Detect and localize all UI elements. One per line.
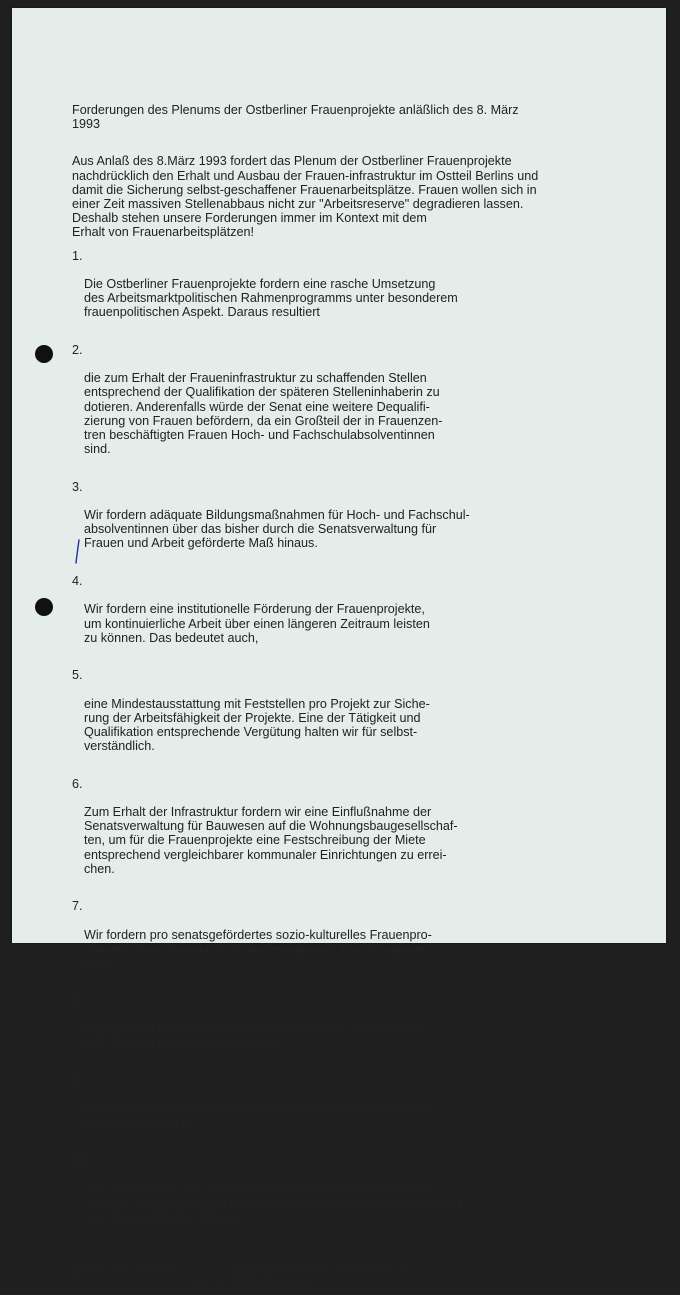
list-item — [72, 343, 632, 471]
document-body — [72, 103, 632, 1295]
demands-list — [72, 249, 632, 1239]
list-item — [72, 777, 632, 891]
item-number: 9. — [72, 1073, 83, 1088]
item-text: Die Ostberliner Frauenprojekte fordern eine rasche Umsetzung des Arbeitsmarktpolitischen Rahmenprogramms unter besonderem frauenpolitischen Aspekt. Daraus resultiert — [84, 277, 458, 320]
list-item — [72, 899, 632, 984]
item-text: Wir fordern den Erhalt des Frauensenats über die jetzige Legis- laturperiode hinaus. — [84, 1101, 439, 1130]
item-number: 4. — [72, 573, 83, 588]
list-item — [72, 668, 632, 767]
punch-hole-top — [35, 345, 53, 363]
document-title: Forderungen des Plenums der Ostberliner Frauenprojekte anläßlich des 8. März 1993 — [72, 103, 519, 132]
punch-hole-bottom — [35, 598, 53, 616]
item-number: 5. — [72, 668, 83, 683]
item-number: 2. — [72, 342, 83, 357]
intro-paragraph: Aus Anlaß des 8.März 1993 fordert das Plenum der Ostberliner Frauenprojekte nachdrücklich den Erhalt und Ausbau der Frauen-infrastruktur im Ostteil Berlins und damit die Sicherung selbst-geschaffener Frauenarbeitsplätze. Frauen wollen sich in einer Zeit massiven Stellenabbaus nicht zur "Arbeitsreserve" degradieren lassen. Deshalb stehen unsere Forderungen immer im Kontext mit dem Erhalt von Frauenarbeitsplätzen! — [72, 154, 539, 240]
item-number: 7. — [72, 899, 83, 914]
item-text: die zum Erhalt der Fraueninfrastruktur zu schaffenden Stellen entsprechend der Qualifikation der späteren Stelleninhaberin zu dotieren. Anderenfalls würde der Senat eine weitere Dequalifi- zierung von Frauen befördern, da ein Großteil der in Frauenzen- tren beschäftigten Frauen Hoch- und Fachschulabsolventinnen sind. — [84, 371, 443, 457]
list-item — [72, 1153, 632, 1238]
item-text: Wir fordern von den verantwortlichen Politikerinnen die konse- quente Umsetzung des Landesantidiskriminierungsgesetzes bis hin auf die bezirklichen Ebenen. — [90, 1181, 466, 1225]
item-number: 1. — [72, 248, 83, 263]
list-item — [72, 1073, 632, 1144]
signatory-name: Claudia Buckwar, Wirkstoff e.V. — [236, 1262, 411, 1277]
item-number: 10. — [72, 1153, 90, 1168]
document-page — [12, 8, 666, 1291]
item-number: 6. — [72, 776, 83, 791]
on-behalf-of: für 15 POP-Projekte — [196, 1276, 309, 1291]
item-text: eine Mindestausstattung mit Feststellen pro Projekt zur Siche- rung der Arbeitsfähigkeit der Projekte. Eine der Tätigkeit und Qualifikation entsprechende Vergütung halten wir für selbst- verständlich. — [84, 696, 430, 754]
item-text: Desweiteren fordern wir Künstlerinnenhonorare für soziokultu- relle Frauenprojekte bereitzustellen. — [84, 1021, 430, 1050]
signature-block — [72, 1263, 632, 1295]
list-item — [72, 480, 632, 565]
item-number: 3. — [72, 479, 83, 494]
item-text: Wir fordern eine institutionelle Förderung der Frauenprojekte, um kontinuierliche Arbeit über einen längeren Zeitraum leisten zu können. Das bedeutet auch, — [84, 602, 430, 645]
item-text: Zum Erhalt der Infrastruktur fordern wir eine Einflußnahme der Senatsverwaltung für Bauwesen auf die Wohnungsbaugesellschaf- ten, um für die Frauenprojekte eine Festschreibung der Miete entsprechend vergleichbarer kommunaler Einrichtungen zu errei- chen. — [84, 804, 458, 876]
place-date: Berlin, den 24.2.93 — [72, 1262, 178, 1277]
list-item — [72, 993, 632, 1064]
list-item — [72, 249, 632, 334]
item-text: Wir fordern pro senatsgefördertes sozio-kulturelles Frauenpro- jekt und Gewaltprojekt die Finanzierung einer Psychologinnen- stelle. — [84, 927, 434, 970]
item-number: 8. — [72, 993, 83, 1008]
item-text: Wir fordern adäquate Bildungsmaßnahmen für Hoch- und Fachschul- absolventinnen über das bisher durch die Senatsverwaltung für Frauen und Arbeit geförderte Maß hinaus. — [84, 508, 470, 551]
list-item — [72, 574, 632, 659]
